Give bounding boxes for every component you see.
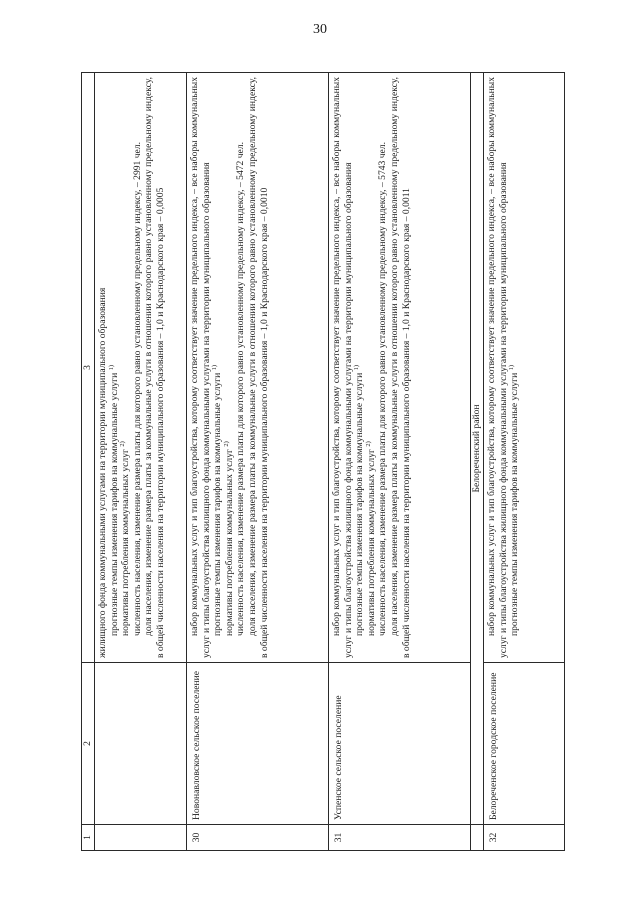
text-line: набор коммунальных услуг и тип благоустройства, которому соответствует значение предельного индекса, – все наборы коммунальных услуг и типы благоустройства жилищного фонда коммунальными услугами на территории муниципального образования — [189, 77, 212, 658]
settlement-name: Белореченское городское поселение — [484, 663, 565, 825]
table-row — [187, 73, 329, 851]
text-line: доля населения, изменение размера платы за коммунальные услуги в отношении которого равно установленному предельному индексу, в общей численности населения на территории муниципального образования – 1,0 и Краснодарского края – 0,0005 — [143, 77, 166, 658]
row-number — [95, 825, 187, 851]
settlement-name: Новонавловское сельское поселение — [187, 663, 329, 825]
text-line: жилищного фонда коммунальными услугами на территории муниципального образования — [97, 287, 108, 658]
row-description — [484, 73, 565, 663]
row-description — [95, 73, 187, 663]
region-empty-cell — [471, 825, 484, 851]
page-number: 30 — [313, 22, 327, 37]
table-row — [329, 73, 471, 851]
settlement-name — [95, 663, 187, 825]
data-table — [81, 72, 565, 851]
table-row — [95, 73, 187, 851]
footnote-marker: 1) — [211, 364, 218, 371]
text-line: численность населения, изменение размера платы для которого равно установленному предельному индексу, – 5472 чел. — [235, 142, 247, 636]
header-row — [82, 73, 95, 851]
text-line: доля населения, изменение размера платы за коммунальные услуги в отношении которого равно установленному предельному индексу, в общей численности населения на территории муниципального образования – 1,0 и Краснодарского края – 0,0010 — [246, 77, 270, 658]
row-description — [329, 73, 471, 663]
text-line: численность населения, изменение размера платы для которого равно установленному предельному индексу, – 5743 чел. — [377, 142, 389, 636]
settlement-name: Успенское сельское поселение — [329, 663, 471, 825]
text-line: нормативы потребления коммунальных услуг $^{2)}$ — [222, 441, 235, 636]
header-cell: 1 — [82, 825, 95, 851]
text-line: прогнозные темпы изменения тарифов на коммунальные услуги $^{1)}$ — [107, 364, 120, 636]
header-cell: 3 — [82, 73, 95, 663]
row-number: 31 — [329, 825, 471, 851]
text-line: нормативы потребления коммунальных услуг $^{2)}$ — [119, 441, 132, 636]
text-line: набор коммунальных услуг и тип благоустройства, которому соответствует значение предельного индекса, – все наборы коммунальных услуг и типы благоустройства жилищного фонда коммунальными услугами на территории муниципального образования — [331, 77, 354, 658]
text-line: нормативы потребления коммунальных услуг $^{2)}$ — [364, 441, 377, 636]
region-row — [471, 73, 484, 851]
rotated-table-container — [81, 73, 565, 851]
region-label: Белореченский район — [471, 73, 484, 825]
text-line: прогнозные темпы изменения тарифов на коммунальные услуги $^{1)}$ — [508, 364, 521, 636]
footnote-marker: 2) — [119, 441, 126, 447]
header-cell: 2 — [82, 663, 95, 825]
footnote-marker: 2) — [222, 441, 230, 447]
text-line: прогнозные темпы изменения тарифов на коммунальные услуги $^{1)}$ — [211, 364, 224, 636]
footnote-marker: 1) — [107, 364, 115, 371]
row-number: 32 — [484, 825, 565, 851]
footnote-marker: 1) — [353, 364, 360, 371]
row-description — [187, 73, 329, 663]
text-line: набор коммунальных услуг и тип благоустройства, которому соответствует значение предельного индекса, – все наборы коммунальных услуг и типы благоустройства жилищного фонда коммунальными услугами на территории муниципального образования — [486, 77, 509, 658]
text-line: численность населения, изменение размера платы для которого равно установленному предельному индексу, – 2991 чел. — [131, 142, 143, 636]
footnote-marker: 2) — [364, 441, 372, 447]
table-row — [484, 73, 565, 851]
text-line: доля населения, изменение размера платы за коммунальные услуги в отношении которого равно установленному предельному индексу, в общей численности населения на территории муниципального образования – 1,0 и Краснодарского края – 0,0011 — [388, 77, 412, 658]
footnote-marker: 1) — [508, 364, 515, 371]
row-number: 30 — [187, 825, 329, 851]
text-line: прогнозные темпы изменения тарифов на коммунальные услуги $^{1)}$ — [353, 364, 366, 636]
